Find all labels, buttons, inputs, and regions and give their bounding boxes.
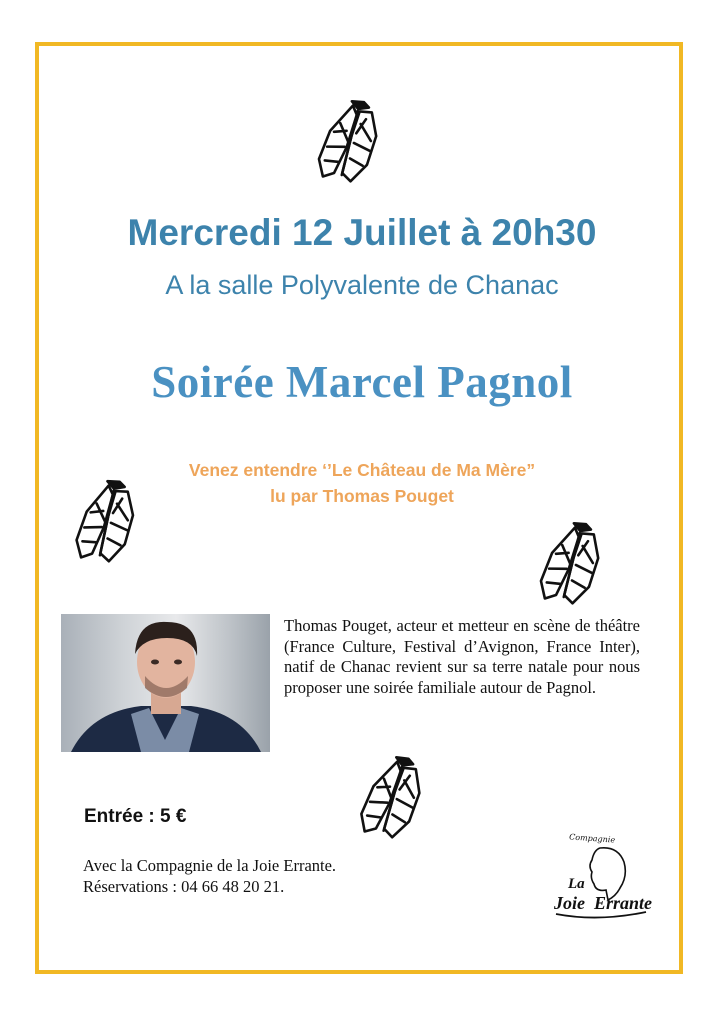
- compagnie-logo: [548, 830, 652, 925]
- performer-bio: Thomas Pouget, acteur et metteur en scène de théâtre (France Culture, Festival d’Avignon, France Inter), natif de Chanac revient sur sa terre natale pour nous proposer une soirée familiale autour de Pagnol.: [284, 616, 640, 697]
- event-title: Soirée Marcel Pagnol: [151, 357, 573, 407]
- svg-text:La: La: [568, 876, 585, 892]
- invitation-text: [0, 457, 724, 509]
- company-line: Avec la Compagnie de la Joie Errante.: [83, 856, 337, 875]
- performer-portrait: [61, 614, 270, 752]
- entry-price: Entrée : 5 €: [84, 806, 187, 827]
- invitation-line: Venez entendre ‘’Le Château de Ma Mère”: [188, 460, 536, 480]
- performer-photo: [61, 614, 270, 752]
- svg-text:Joie: Joie: [554, 893, 585, 913]
- reservation-line: Réservations : 04 66 48 20 21.: [83, 877, 285, 896]
- event-venue: A la salle Polyvalente de Chanac: [165, 270, 559, 300]
- contact-info: [83, 855, 336, 897]
- event-date: Mercredi 12 Juillet à 20h30: [127, 212, 597, 253]
- svg-text:Errante: Errante: [594, 893, 652, 913]
- svg-text:Compagnie: Compagnie: [568, 832, 616, 845]
- invitation-line: lu par Thomas Pouget: [270, 486, 454, 506]
